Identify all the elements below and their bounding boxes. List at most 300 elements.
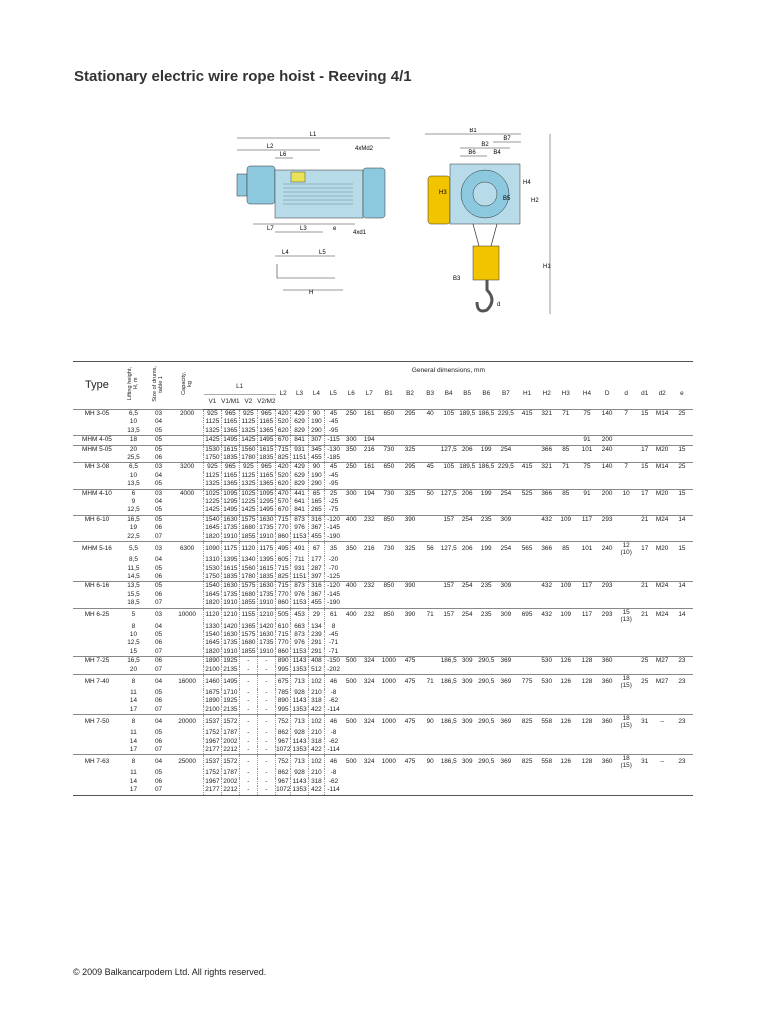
cell-d2 [653, 506, 670, 515]
cell-d2 [653, 631, 670, 639]
cell-v2: - [240, 666, 257, 675]
cell-h2 [538, 418, 555, 426]
cell-b6 [477, 472, 496, 480]
cell-l2: 967 [276, 738, 291, 746]
cell-b5 [457, 418, 477, 426]
cell-d1 [636, 472, 653, 480]
cell-h2 [538, 639, 555, 647]
table-row [73, 524, 693, 532]
cell-d1: 21 [636, 582, 653, 591]
cell-h: 6 [121, 489, 146, 498]
cell-h2: 558 [538, 715, 555, 730]
cell-d: 360 [598, 715, 617, 730]
cell-b3 [420, 524, 440, 532]
cell-b7 [496, 436, 517, 445]
cell-l4: 29 [308, 608, 324, 623]
cell-h1 [516, 418, 538, 426]
cell-l2: 967 [276, 778, 291, 786]
cell-b2 [400, 472, 421, 480]
cell-b6: 235 [477, 582, 496, 591]
cell-b5 [457, 599, 477, 608]
cell-h2 [538, 729, 555, 737]
cell-b3 [420, 657, 440, 666]
cell-cap [171, 582, 204, 591]
table-row [73, 454, 693, 463]
cell-b4: 186,5 [440, 674, 457, 689]
cell-h3 [555, 565, 576, 573]
cell-h3: 109 [555, 515, 576, 524]
cell-d1: 15 [636, 410, 653, 419]
cell-h4 [576, 729, 598, 737]
cell-d [598, 778, 617, 786]
cell-b5 [457, 556, 477, 564]
cell-l2: 862 [276, 769, 291, 777]
cell-l2: 605 [276, 556, 291, 564]
cell-l3: 976 [291, 639, 308, 647]
cell-h3 [555, 472, 576, 480]
cell-l2: 1072 [276, 786, 291, 794]
cell-b7: 229,5 [496, 463, 517, 472]
cell-v1m1: 1630 [221, 631, 240, 639]
cell-b6 [477, 738, 496, 746]
table-row [73, 489, 693, 498]
cell-d: 140 [598, 410, 617, 419]
cell-d2 [653, 454, 670, 463]
cell-b1: 850 [378, 515, 400, 524]
cell-b6 [477, 556, 496, 564]
cell-b1: 730 [378, 489, 400, 498]
cell-b7 [496, 623, 517, 631]
cell-b4: 127,5 [440, 542, 457, 557]
header-col: B3 [426, 390, 435, 398]
cell-b5: 309 [457, 674, 477, 689]
cell-v1m1: 1835 [221, 573, 240, 582]
cell-v2m2: - [257, 674, 276, 689]
cell-v1: 1425 [205, 436, 220, 444]
cell-l2: 470 [276, 489, 291, 498]
cell-l4: 316 [308, 582, 324, 591]
cell-l4: 239 [308, 631, 324, 639]
svg-text:L7: L7 [267, 226, 274, 232]
cell-h3 [555, 769, 576, 777]
cell-drum: 06 [154, 697, 163, 705]
header-col: d1 [641, 390, 649, 398]
cell-d [598, 427, 617, 436]
table-row [73, 639, 693, 647]
cell-v2: 1365 [241, 622, 256, 630]
cell-d2 [653, 436, 670, 445]
cell-v2: 1575 [241, 582, 256, 590]
cell-d [616, 623, 636, 631]
cell-h4 [576, 565, 598, 573]
cell-b5: 254 [457, 608, 477, 623]
cell-d [616, 657, 636, 666]
cell-l7: 232 [361, 608, 378, 623]
cell-v1m1: 1365 [221, 427, 240, 436]
cell-l6 [342, 454, 361, 463]
cell-h2: 530 [538, 674, 555, 689]
cell-l5: -130 [325, 445, 342, 454]
cell-l6: 350 [342, 445, 361, 454]
cell-b4: 105 [440, 410, 457, 419]
cell-d1 [636, 436, 653, 445]
cell-b3 [420, 769, 440, 777]
header-col: L7 [365, 390, 373, 398]
cell-h: 13,5 [127, 426, 140, 434]
cell-l7 [361, 498, 378, 506]
cell-cap [171, 786, 204, 795]
cell-l3: 873 [291, 515, 308, 524]
cell-h: 20 [129, 665, 137, 673]
cell-b3 [420, 706, 440, 715]
cell-b3 [420, 480, 440, 489]
cell-drum: 06 [154, 639, 163, 647]
cell-b2 [400, 769, 421, 777]
cell-d2: M14 [653, 463, 670, 472]
cell-h3 [555, 631, 576, 639]
cell-h1 [516, 556, 538, 564]
cell-b6 [477, 697, 496, 705]
cell-b5: 189,5 [459, 410, 476, 417]
cell-d1 [636, 427, 653, 436]
cell-v2: 1125 [241, 471, 256, 479]
table-row [73, 480, 693, 489]
cell-drum: 07 [154, 647, 163, 655]
cell-h2 [538, 648, 555, 657]
cell-b1 [378, 427, 400, 436]
cell-b7 [496, 506, 517, 515]
cell-d: 293 [598, 582, 617, 591]
cell-b1: 1000 [378, 755, 400, 770]
cell-d [616, 599, 636, 608]
cell-v2m2: - [257, 769, 276, 777]
cell-h4: 117 [576, 515, 598, 524]
cell-b7 [496, 666, 517, 675]
cell-b1: 650 [378, 410, 400, 419]
cell-h2 [538, 565, 555, 573]
cell-v2m2: 1630 [257, 631, 276, 639]
cell-h: 10 [129, 630, 137, 638]
cell-d [598, 689, 617, 697]
cell-l7: 232 [361, 515, 378, 524]
cell-e [671, 418, 693, 426]
cell-h3 [555, 591, 576, 599]
cell-h: 9 [131, 498, 136, 506]
cell-type: MH 3-05 [73, 410, 121, 419]
cell-l4: 265 [308, 506, 324, 515]
cell-h: 11 [130, 769, 137, 777]
cell-e: 15 [671, 542, 693, 557]
cell-h1: 565 [516, 542, 538, 557]
cell-l5: -95 [325, 427, 342, 436]
cell-cap [171, 418, 204, 426]
cell-b2 [400, 436, 421, 445]
cell-l3: 1143 [292, 657, 307, 665]
cell-b3 [420, 573, 440, 582]
cell-h: 15 [129, 647, 137, 655]
cell-type [73, 556, 121, 564]
cell-v1: 2177 [205, 786, 220, 794]
table-row [73, 565, 693, 573]
cell-v1m1: 1925 [221, 697, 240, 705]
cell-v2m2: 1495 [257, 506, 276, 515]
cell-b4 [440, 506, 457, 515]
cell-v1: 1540 [205, 630, 220, 638]
svg-text:L2: L2 [266, 144, 274, 150]
cell-drum: 04 [154, 471, 163, 479]
cell-d [598, 648, 617, 657]
cell-d2: M24 [653, 608, 670, 623]
cell-h1 [516, 631, 538, 639]
cell-l5: -185 [325, 454, 342, 463]
cell-h4 [576, 506, 598, 515]
cell-h3 [555, 778, 576, 786]
cell-b6 [477, 666, 496, 675]
cell-l4: 90 [308, 410, 324, 419]
cell-l6 [342, 418, 361, 426]
cell-b1 [378, 631, 400, 639]
cell-b3 [420, 498, 440, 506]
cell-l2: 785 [276, 689, 291, 697]
cell-h3 [555, 533, 576, 542]
cell-l2: 715 [276, 445, 291, 454]
cell-l4: 134 [308, 623, 324, 631]
cell-drum: 03 [146, 463, 171, 472]
cell-l5: 46 [325, 715, 342, 730]
cell-b4 [440, 472, 457, 480]
cell-b6 [477, 524, 496, 532]
cell-h1 [516, 689, 538, 697]
cell-d1 [636, 648, 653, 657]
cell-l6 [342, 506, 361, 515]
cell-b7 [496, 778, 517, 786]
cell-v2m2: - [257, 786, 276, 795]
header-col: L4 [312, 390, 320, 398]
cell-v1: 925 [204, 463, 221, 472]
cell-b5: 254 [457, 515, 477, 524]
svg-text:B7: B7 [503, 136, 511, 142]
cell-b6 [477, 786, 496, 795]
cell-b1: 850 [378, 582, 400, 591]
cell-l5: -190 [325, 533, 342, 542]
cell-b7 [496, 697, 517, 705]
cell-b7 [496, 565, 517, 573]
cell-d1 [636, 498, 653, 506]
cell-drum: 06 [154, 777, 163, 785]
cell-d2 [653, 533, 670, 542]
cell-b1 [378, 648, 400, 657]
cell-l2: 670 [276, 506, 291, 515]
cell-b7 [496, 706, 517, 715]
cell-type: MH 6-16 [73, 582, 121, 591]
table-row [73, 666, 693, 675]
cell-b1 [378, 666, 400, 675]
cell-h: 8 [121, 755, 146, 770]
cell-b3 [420, 778, 440, 786]
cell-d: 200 [598, 436, 617, 445]
cell-l7 [361, 427, 378, 436]
cell-e [671, 524, 693, 532]
cell-b5 [457, 769, 477, 777]
cell-h1 [516, 648, 538, 657]
cell-v2: 1225 [241, 498, 256, 506]
cell-l7 [361, 454, 378, 463]
cell-b5 [457, 480, 477, 489]
cell-h: 6,5 [121, 463, 146, 472]
cell-b5: 309 [457, 755, 477, 770]
cell-l2: 860 [276, 533, 291, 542]
cell-l3: 829 [291, 480, 308, 489]
cell-l3: 873 [291, 631, 308, 639]
cell-l5: -62 [325, 697, 342, 705]
cell-d1 [636, 786, 653, 795]
cell-h3 [555, 427, 576, 436]
cell-b5 [457, 506, 477, 515]
cell-v2m2: 1420 [257, 623, 276, 631]
cell-l5: 46 [325, 755, 342, 770]
cell-d [616, 436, 636, 445]
cell-d [616, 472, 636, 480]
cell-l6: 300 [342, 436, 361, 445]
cell-l5: -145 [325, 591, 342, 599]
cell-drum: 07 [154, 599, 163, 607]
cell-h4 [576, 738, 598, 746]
cell-b5 [457, 573, 477, 582]
cell-drum: 05 [154, 630, 163, 638]
cell-type [73, 599, 121, 608]
cell-v2m2: - [257, 755, 276, 770]
cell-h4: 128 [576, 715, 598, 730]
cell-h: 8 [121, 715, 146, 730]
cell-d: 7 [616, 410, 636, 419]
cell-v1m1: 1395 [221, 556, 240, 564]
cell-v2: 1560 [241, 445, 256, 453]
cell-d [598, 556, 617, 564]
cell-b5 [457, 697, 477, 705]
cell-d [616, 769, 636, 777]
cell-h1: 415 [516, 410, 538, 419]
cell-b1 [378, 573, 400, 582]
table-row [73, 436, 693, 445]
cell-d [616, 729, 636, 737]
cell-l3: 429 [291, 463, 308, 472]
cell-h3 [555, 506, 576, 515]
cell-h1 [516, 533, 538, 542]
cell-b2 [400, 533, 421, 542]
cell-d: 140 [598, 463, 617, 472]
cell-b7 [496, 648, 517, 657]
cell-v2: - [240, 769, 257, 777]
cell-b4: 127,5 [440, 489, 457, 497]
cell-d1 [636, 506, 653, 515]
svg-text:B3: B3 [453, 276, 461, 282]
cell-h2 [538, 427, 555, 436]
cell-b4 [440, 729, 457, 737]
cell-l6 [342, 524, 361, 532]
cell-l7 [361, 533, 378, 542]
cell-b4 [440, 565, 457, 573]
cell-l2: 495 [276, 542, 291, 557]
cell-h4 [576, 706, 598, 715]
cell-h: 14,5 [127, 572, 140, 580]
cell-l7: 194 [361, 436, 378, 445]
cell-h1 [516, 506, 538, 515]
cell-e [671, 565, 693, 573]
cell-h3 [555, 480, 576, 489]
cell-e [671, 706, 693, 715]
cell-cap [171, 631, 204, 639]
cell-type [73, 480, 121, 489]
cell-b6 [477, 533, 496, 542]
cell-l6 [342, 706, 361, 715]
cell-l3: 629 [291, 472, 308, 480]
cell-b4 [440, 623, 457, 631]
header-l1-sub: V2 [240, 395, 257, 410]
cell-b1 [378, 533, 400, 542]
header-col: L6 [347, 390, 355, 398]
cell-b1: 730 [378, 542, 400, 557]
cell-l6 [342, 746, 361, 755]
cell-b2 [400, 746, 421, 755]
cell-l7 [361, 769, 378, 777]
cell-b7: 309 [496, 582, 517, 591]
cell-l7: 194 [361, 489, 378, 498]
cell-h4 [576, 498, 598, 506]
cell-type [73, 565, 121, 573]
cell-b5 [457, 778, 477, 786]
cell-v1: 1820 [205, 599, 220, 607]
cell-b5 [457, 746, 477, 755]
cell-d [616, 639, 636, 647]
cell-b3 [420, 582, 440, 591]
cell-e: 25 [671, 410, 693, 419]
cell-b4 [440, 591, 457, 599]
cell-e [671, 639, 693, 647]
svg-text:H4: H4 [523, 180, 531, 186]
cell-b4: 186,5 [440, 755, 457, 770]
cell-l6: 500 [342, 715, 361, 730]
cell-v1m1: 1910 [221, 599, 240, 608]
cell-h3: 126 [555, 715, 576, 730]
cell-b4 [440, 418, 457, 426]
cell-b7 [496, 786, 517, 795]
cell-drum: 06 [154, 572, 163, 580]
cell-d: 18 (15) [616, 755, 636, 770]
hoist-drawing [225, 128, 565, 318]
cell-h3: 85 [555, 542, 576, 557]
cell-h4 [576, 786, 598, 795]
svg-text:L6: L6 [279, 152, 287, 158]
cell-b5 [457, 689, 477, 697]
cell-h2 [538, 689, 555, 697]
svg-text:B5: B5 [503, 196, 511, 202]
cell-type [73, 573, 121, 582]
cell-l5: -70 [325, 565, 342, 573]
cell-v2m2: - [257, 715, 276, 730]
cell-h1 [516, 427, 538, 436]
cell-l4: 210 [308, 689, 324, 697]
cell-h3 [555, 697, 576, 705]
cell-l3: 1353 [292, 786, 307, 794]
cell-h3 [555, 648, 576, 657]
cell-l4: 367 [308, 591, 324, 599]
cell-l4: 290 [308, 480, 324, 489]
cell-v1m1: 1615 [221, 445, 240, 454]
table-row [73, 591, 693, 599]
cell-l2: 715 [276, 582, 291, 591]
cell-l4: 316 [308, 515, 324, 524]
cell-v1: 1025 [205, 489, 220, 497]
